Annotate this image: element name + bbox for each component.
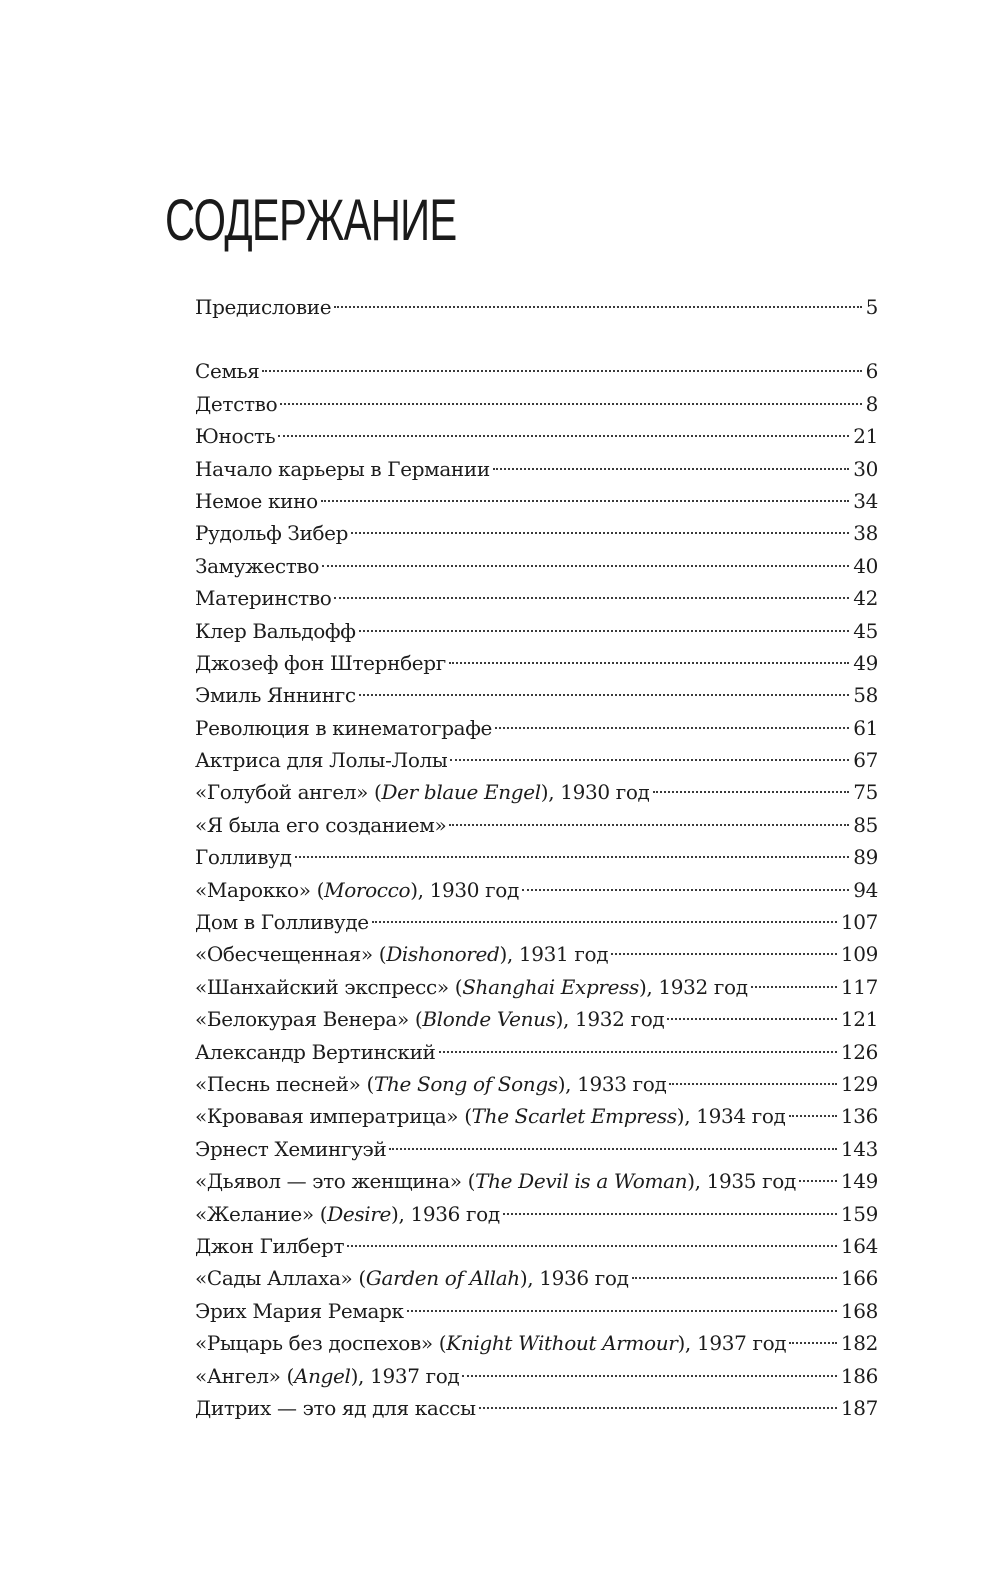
dot-leader (359, 694, 850, 696)
toc-entry-title-text: Эмиль Яннингс (195, 683, 356, 708)
toc-entry[interactable] (195, 517, 878, 549)
toc-entry[interactable] (195, 1392, 878, 1424)
toc-entry-title-text: «Шанхайский экспресс» ( (195, 974, 463, 999)
toc-entry-title-text: ), 1932 год (638, 974, 748, 999)
toc-entry[interactable] (195, 841, 878, 873)
toc-entry-title-text: ), 1936 год (519, 1266, 629, 1291)
toc-entry-title-text: Начало карьеры в Германии (195, 456, 490, 481)
toc-entry[interactable] (195, 291, 878, 323)
toc-entry-title (195, 712, 492, 744)
toc-entry-title (195, 809, 446, 841)
toc-entry-page-number: 30 (853, 456, 878, 481)
toc-entry-title-text: ), 1931 год (499, 942, 609, 967)
toc-entry[interactable] (195, 388, 878, 420)
toc-entry-title (195, 1165, 796, 1197)
dot-leader (751, 986, 837, 988)
toc-entry-page-number: 107 (840, 910, 878, 935)
dot-leader (503, 1213, 837, 1215)
toc-entry-page-number: 121 (840, 1007, 878, 1032)
toc-entry[interactable] (195, 582, 878, 614)
toc-entry-title (195, 1198, 500, 1230)
toc-entry-title-text: Голливуд (195, 845, 292, 870)
toc-entry-title (195, 582, 331, 614)
toc-entry[interactable] (195, 647, 878, 679)
toc-entry-page-number: 149 (840, 1169, 878, 1194)
toc-entry-title-text: Эрнест Хемингуэй (195, 1136, 387, 1161)
toc-entry[interactable] (195, 679, 878, 711)
toc-entry[interactable] (195, 615, 878, 647)
toc-entry-title-text: ), 1937 год (677, 1331, 787, 1356)
toc-entry[interactable] (195, 1165, 878, 1197)
toc-entry-page-number: 186 (840, 1363, 878, 1388)
toc-entry-title-text: Детство (195, 391, 278, 416)
toc-entry-title-italic: Shanghai Express (462, 974, 639, 999)
dot-leader (799, 1180, 837, 1182)
toc-entry-page-number: 126 (840, 1039, 878, 1064)
toc-entry-title-italic: Knight Without Armour (446, 1331, 678, 1356)
toc-entry-title-text: «Голубой ангел» ( (195, 780, 382, 805)
toc-entry-title (195, 1327, 786, 1359)
dot-leader (667, 1018, 837, 1020)
toc-entry[interactable] (195, 712, 878, 744)
toc-entry-title-text: ), 1934 год (676, 1104, 786, 1129)
toc-entry-title (195, 485, 318, 517)
dot-leader (449, 824, 849, 826)
toc-entry-title-text: Немое кино (195, 488, 318, 513)
toc-entry-title-text: ), 1937 год (350, 1363, 460, 1388)
toc-entry-title-text: Революция в кинематографе (195, 715, 493, 740)
toc-entry[interactable] (195, 1327, 878, 1359)
toc-entry-title-text: Дитрих — это яд для кассы (195, 1395, 476, 1420)
toc-entry-title-text: Эрих Мария Ремарк (195, 1298, 404, 1323)
toc-entry-title-italic: Morocco (324, 877, 411, 902)
dot-leader (449, 662, 849, 664)
toc-entry-title (195, 1003, 664, 1035)
toc-entry-title (195, 453, 490, 485)
toc-entry-page-number: 85 (853, 812, 878, 837)
toc-entry-title (195, 776, 650, 808)
toc-entry-page-number: 21 (853, 424, 878, 449)
toc-entry-title-italic: The Scarlet Empress (471, 1104, 677, 1129)
toc-entry-title (195, 647, 446, 679)
toc-entry-page-number: 75 (853, 780, 878, 805)
toc-entry-title (195, 841, 292, 873)
dot-leader (359, 630, 850, 632)
toc-entry-title-text: Семья (195, 359, 260, 384)
toc-entry-page-number: 42 (853, 586, 878, 611)
dot-leader (439, 1051, 837, 1053)
toc-entry-page-number: 38 (853, 521, 878, 546)
toc-entry-title (195, 1068, 666, 1100)
toc-entry-title-text: ), 1933 год (557, 1071, 667, 1096)
toc-entry-title (195, 615, 356, 647)
toc-entry[interactable] (195, 1068, 878, 1100)
toc-entry-page-number: 34 (853, 488, 878, 513)
dot-leader (493, 468, 849, 470)
toc-entry-title-text: ), 1930 год (410, 877, 519, 902)
toc-entry-page-number: 6 (865, 359, 878, 384)
toc-entry-title-text: «Обесчещенная» ( (195, 942, 387, 967)
toc-entry-title-text: «Рыцарь без доспехов» ( (195, 1331, 447, 1356)
dot-leader (278, 435, 849, 437)
toc-entry-title-italic: Der blaue Engel (381, 780, 541, 805)
toc-entry-title (195, 291, 331, 323)
toc-entry-title-text: Материнство (195, 586, 332, 611)
toc-entry[interactable] (195, 971, 878, 1003)
table-of-contents (195, 291, 878, 1424)
toc-entry[interactable] (195, 1295, 878, 1327)
toc-entry[interactable] (195, 906, 878, 938)
toc-entry-title-text: «Желание» ( (195, 1201, 328, 1226)
dot-leader (450, 759, 849, 761)
toc-entry-title-text: ), 1930 год (540, 780, 650, 805)
toc-entry-title (195, 1262, 629, 1294)
toc-entry-title-italic: Garden of Allah (365, 1266, 520, 1291)
toc-entry-page-number: 166 (840, 1266, 878, 1291)
toc-entry-title-text: «Сады Аллаха» ( (195, 1266, 366, 1291)
toc-entry-page-number: 143 (840, 1136, 878, 1161)
dot-leader (653, 791, 850, 793)
toc-entry-page-number: 49 (853, 650, 878, 675)
toc-entry-page-number: 5 (865, 295, 878, 319)
dot-leader (462, 1375, 837, 1377)
toc-entry-page-number: 109 (840, 942, 878, 967)
toc-entry[interactable] (195, 1198, 878, 1230)
toc-entry-title (195, 1392, 476, 1424)
toc-entry-title (195, 420, 275, 452)
toc-entry-title-italic: The Song of Songs (373, 1071, 558, 1096)
dot-leader (495, 727, 849, 729)
toc-entry-page-number: 89 (853, 845, 878, 870)
toc-entry[interactable] (195, 1133, 878, 1165)
toc-entry[interactable] (195, 874, 878, 906)
dot-leader (389, 1148, 837, 1150)
toc-entry-title (195, 971, 748, 1003)
toc-entry-page-number: 136 (840, 1104, 878, 1129)
toc-entry-title-text: Актриса для Лолы-Лолы (195, 748, 448, 773)
toc-entry[interactable] (195, 485, 878, 517)
toc-entry-title (195, 1036, 436, 1068)
toc-entry-title-italic: Angel (293, 1363, 351, 1388)
toc-entry-title (195, 906, 369, 938)
toc-entry-title-text: ), 1936 год (391, 1201, 500, 1226)
toc-entry-title-text: Юность (195, 424, 276, 449)
toc-entry-title-text: Рудольф Зибер (195, 521, 349, 546)
toc-entry-title (195, 1295, 404, 1327)
toc-entry-page-number: 8 (865, 391, 878, 416)
toc-entry[interactable] (195, 1262, 878, 1294)
toc-entry-title-text: ), 1932 год (555, 1007, 665, 1032)
dot-leader (632, 1277, 837, 1279)
toc-entry[interactable] (195, 809, 878, 841)
dot-leader (479, 1407, 837, 1409)
toc-entry-page-number: 164 (840, 1233, 878, 1258)
toc-entry-title-text: Замужество (195, 553, 320, 578)
toc-entry-page-number: 45 (853, 618, 878, 643)
toc-entry-page-number: 168 (840, 1298, 878, 1323)
dot-leader (372, 921, 837, 923)
dot-leader (321, 500, 849, 502)
dot-leader (789, 1115, 837, 1117)
toc-entry-title-text: «Песнь песней» ( (195, 1071, 374, 1096)
toc-entry-title-text: Дом в Голливуде (195, 910, 369, 935)
toc-entry-title (195, 1360, 459, 1392)
toc-entry-title (195, 874, 519, 906)
dot-leader (522, 889, 849, 891)
toc-entry-title-italic: Dishonored (386, 942, 500, 967)
toc-entry-page-number: 182 (840, 1331, 878, 1356)
dot-leader (669, 1083, 836, 1085)
dot-leader (789, 1342, 837, 1344)
toc-entry-title-text: Клер Вальдофф (195, 618, 356, 643)
dot-leader (347, 1245, 837, 1247)
toc-entry[interactable] (195, 744, 878, 776)
toc-entry-title-text: Предисловие (195, 295, 332, 319)
toc-entry-title-text: «Марокко» ( (195, 877, 325, 902)
toc-entry-title-text: Джон Гилберт (195, 1233, 345, 1258)
toc-entry-title-text: Александр Вертинский (195, 1039, 436, 1064)
toc-entry-page-number: 94 (853, 877, 878, 902)
toc-entry[interactable] (195, 453, 878, 485)
toc-entry-title (195, 679, 356, 711)
toc-entry[interactable] (195, 1003, 878, 1035)
toc-entry-title-text: «Дьявол — это женщина» ( (195, 1169, 476, 1194)
toc-entry-title (195, 1100, 786, 1132)
toc-entry[interactable] (195, 1230, 878, 1262)
toc-entry[interactable] (195, 550, 878, 582)
toc-entry[interactable] (195, 776, 878, 808)
dot-leader (295, 856, 850, 858)
toc-entry[interactable] (195, 938, 878, 970)
dot-leader (334, 306, 861, 308)
toc-entry-title-italic: The Devil is a Woman (475, 1169, 688, 1194)
toc-entry-title-text: «Белокурая Венера» ( (195, 1007, 423, 1032)
dot-leader (334, 597, 849, 599)
toc-entry-page-number: 67 (853, 748, 878, 773)
toc-entry-page-number: 187 (840, 1395, 878, 1420)
toc-entry-title (195, 938, 608, 970)
toc-entry-page-number: 40 (853, 553, 878, 578)
toc-entry-title (195, 517, 348, 549)
toc-entry-title (195, 1230, 344, 1262)
toc-entry-title-text: «Кровавая императрица» ( (195, 1104, 472, 1129)
toc-entry-title (195, 1133, 386, 1165)
toc-entry-title (195, 388, 277, 420)
dot-leader (322, 565, 849, 567)
dot-leader (351, 532, 849, 534)
toc-entry-title-italic: Desire (327, 1201, 392, 1226)
toc-entry[interactable] (195, 1036, 878, 1068)
dot-leader (407, 1310, 837, 1312)
toc-entry-title-text: ), 1935 год (687, 1169, 796, 1194)
toc-entry-page-number: 61 (853, 715, 878, 740)
toc-entry[interactable] (195, 1360, 878, 1392)
toc-entry-title-text: Джозеф фон Штернберг (195, 650, 446, 675)
dot-leader (611, 953, 837, 955)
toc-entry-page-number: 159 (840, 1201, 878, 1226)
dot-leader (280, 403, 861, 405)
toc-entry-page-number: 58 (853, 683, 878, 708)
toc-entry[interactable] (195, 1100, 878, 1132)
dot-leader (262, 370, 861, 372)
toc-entry-title-text: «Я была его созданием» (195, 812, 447, 837)
toc-entry-title (195, 744, 447, 776)
toc-entry-title-italic: Blonde Venus (422, 1007, 556, 1032)
toc-entry[interactable] (195, 420, 878, 452)
toc-entry-page-number: 117 (840, 974, 878, 999)
toc-entry-title (195, 355, 259, 387)
toc-entry[interactable] (195, 355, 878, 387)
toc-entry-title (195, 550, 319, 582)
toc-entry-page-number: 129 (840, 1071, 878, 1096)
toc-entry-title-text: «Ангел» ( (195, 1363, 294, 1388)
page-title: СОДЕРЖАНИЕ (165, 188, 457, 253)
